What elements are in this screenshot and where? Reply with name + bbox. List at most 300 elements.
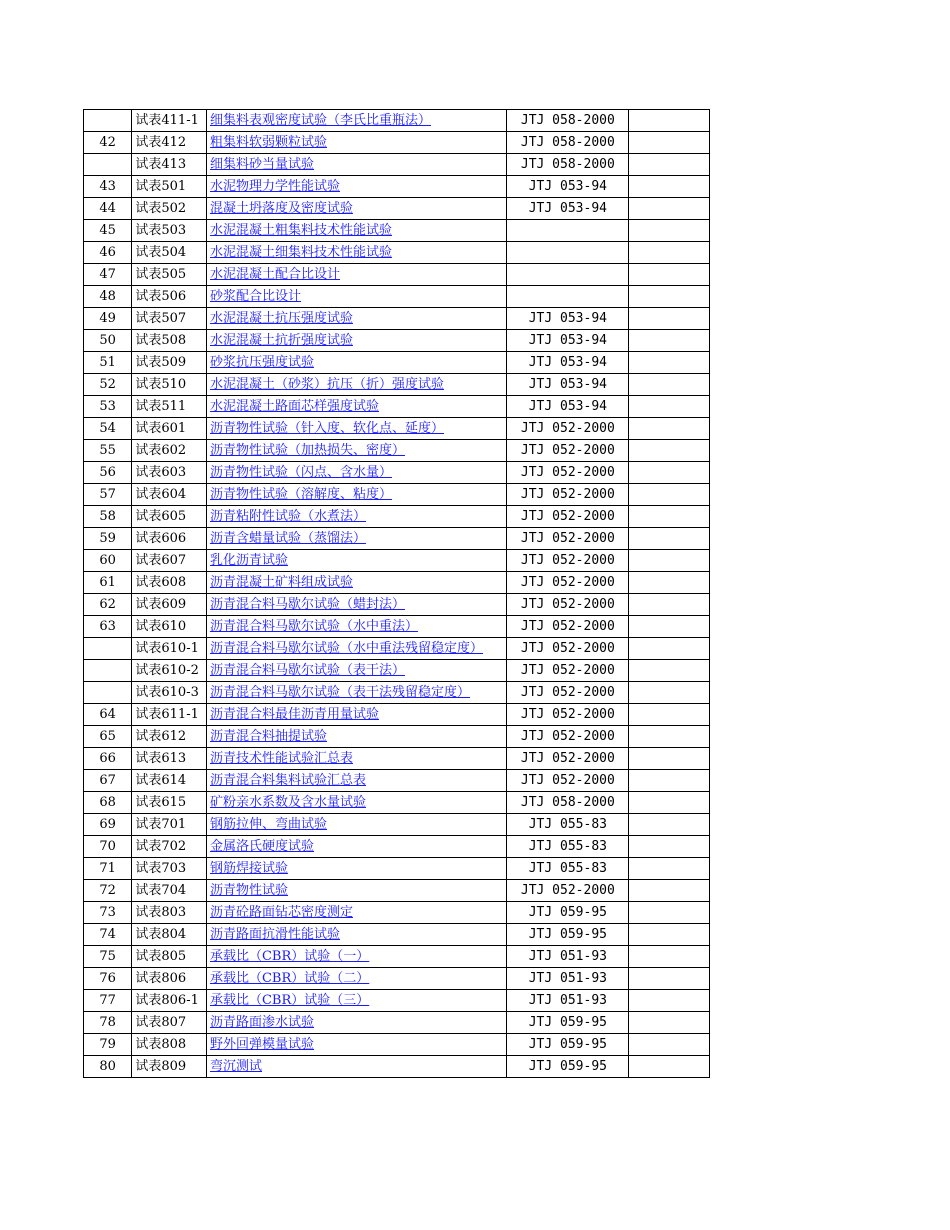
row-number-cell: 75: [84, 946, 132, 968]
test-name-cell: [206, 418, 506, 440]
test-name-link[interactable]: 粗集料软弱颗粒试验: [209, 135, 327, 150]
remarks-cell: [629, 418, 710, 440]
table-row: [84, 1012, 710, 1034]
table-row: [84, 1056, 710, 1078]
remarks-cell: [629, 726, 710, 748]
test-name-link[interactable]: 沥青物性试验（针入度、软化点、延度）: [209, 421, 444, 436]
test-name-cell: [206, 770, 506, 792]
row-number-cell: 43: [84, 176, 132, 198]
test-name-cell: [206, 110, 506, 132]
test-name-cell: [206, 242, 506, 264]
table-row: [84, 242, 710, 264]
test-name-link[interactable]: 水泥混凝土（砂浆）抗压（折）强度试验: [209, 377, 444, 392]
test-name-cell: [206, 352, 506, 374]
row-number-cell: 74: [84, 924, 132, 946]
standard-code-cell: [507, 264, 629, 286]
form-code-cell: 试表612: [132, 726, 207, 748]
row-number-cell: 46: [84, 242, 132, 264]
test-name-link[interactable]: 钢筋焊接试验: [209, 861, 288, 876]
test-name-cell: [206, 1034, 506, 1056]
standard-code-cell: JTJ 055-83: [507, 858, 629, 880]
remarks-cell: [629, 154, 710, 176]
remarks-cell: [629, 616, 710, 638]
standard-code-cell: JTJ 059-95: [507, 924, 629, 946]
row-number-cell: 78: [84, 1012, 132, 1034]
remarks-cell: [629, 286, 710, 308]
remarks-cell: [629, 396, 710, 418]
test-name-link[interactable]: 沥青混合料马歇尔试验（蜡封法）: [209, 597, 405, 612]
test-name-link[interactable]: 水泥混凝土粗集料技术性能试验: [209, 223, 392, 238]
row-number-cell: 80: [84, 1056, 132, 1078]
standard-code-cell: JTJ 053-94: [507, 396, 629, 418]
row-number-cell: [84, 638, 132, 660]
table-row: [84, 660, 710, 682]
table-row: [84, 286, 710, 308]
test-name-link[interactable]: 沥青含蜡量试验（蒸馏法）: [209, 531, 366, 546]
form-code-cell: 试表613: [132, 748, 207, 770]
remarks-cell: [629, 638, 710, 660]
row-number-cell: 59: [84, 528, 132, 550]
test-name-link[interactable]: 金属洛氏硬度试验: [209, 839, 314, 854]
standard-code-cell: JTJ 052-2000: [507, 550, 629, 572]
remarks-cell: [629, 242, 710, 264]
test-name-cell: [206, 176, 506, 198]
row-number-cell: 76: [84, 968, 132, 990]
test-name-link[interactable]: 承载比（CBR）试验（三）: [209, 993, 370, 1008]
remarks-cell: [629, 704, 710, 726]
table-row: [84, 330, 710, 352]
test-name-link[interactable]: 沥青混合料集料试验汇总表: [209, 773, 366, 788]
table-row: [84, 770, 710, 792]
test-name-link[interactable]: 沥青路面渗水试验: [209, 1015, 314, 1030]
remarks-cell: [629, 1012, 710, 1034]
test-form-index-table: [83, 109, 710, 1078]
standard-code-cell: JTJ 052-2000: [507, 616, 629, 638]
table-row: [84, 638, 710, 660]
test-name-link[interactable]: 沥青混凝土矿料组成试验: [209, 575, 353, 590]
standard-code-cell: JTJ 052-2000: [507, 572, 629, 594]
table-row: [84, 726, 710, 748]
test-name-link[interactable]: 细集料表观密度试验（李氏比重瓶法）: [209, 113, 431, 128]
row-number-cell: 58: [84, 506, 132, 528]
form-code-cell: 试表604: [132, 484, 207, 506]
standard-code-cell: JTJ 051-93: [507, 968, 629, 990]
row-number-cell: 54: [84, 418, 132, 440]
form-code-cell: 试表608: [132, 572, 207, 594]
test-name-cell: [206, 440, 506, 462]
standard-code-cell: JTJ 052-2000: [507, 440, 629, 462]
test-name-link[interactable]: 沥青混合料马歇尔试验（水中重法残留稳定度）: [209, 641, 483, 656]
standard-code-cell: JTJ 052-2000: [507, 726, 629, 748]
row-number-cell: 73: [84, 902, 132, 924]
test-name-cell: [206, 748, 506, 770]
test-name-cell: [206, 396, 506, 418]
standard-code-cell: JTJ 052-2000: [507, 770, 629, 792]
test-name-cell: [206, 704, 506, 726]
standard-code-cell: JTJ 051-93: [507, 990, 629, 1012]
test-name-link[interactable]: 砂浆抗压强度试验: [209, 355, 314, 370]
test-name-link[interactable]: 水泥物理力学性能试验: [209, 179, 340, 194]
form-code-cell: 试表606: [132, 528, 207, 550]
row-number-cell: 69: [84, 814, 132, 836]
remarks-cell: [629, 924, 710, 946]
test-name-cell: [206, 660, 506, 682]
form-code-cell: 试表413: [132, 154, 207, 176]
remarks-cell: [629, 440, 710, 462]
table-row: [84, 594, 710, 616]
standard-code-cell: JTJ 053-94: [507, 198, 629, 220]
table-row: [84, 1034, 710, 1056]
table-row: [84, 968, 710, 990]
remarks-cell: [629, 880, 710, 902]
table-row: [84, 990, 710, 1012]
test-name-cell: [206, 286, 506, 308]
row-number-cell: 51: [84, 352, 132, 374]
test-name-link[interactable]: 沥青混合料马歇尔试验（水中重法）: [209, 619, 418, 634]
form-code-cell: 试表511: [132, 396, 207, 418]
standard-code-cell: JTJ 052-2000: [507, 638, 629, 660]
remarks-cell: [629, 770, 710, 792]
row-number-cell: 64: [84, 704, 132, 726]
test-name-cell: [206, 682, 506, 704]
test-name-cell: [206, 638, 506, 660]
form-code-cell: 试表510: [132, 374, 207, 396]
standard-code-cell: JTJ 052-2000: [507, 880, 629, 902]
table-row: [84, 550, 710, 572]
form-code-cell: 试表803: [132, 902, 207, 924]
table-row: [84, 308, 710, 330]
test-name-link[interactable]: 水泥混凝土细集料技术性能试验: [209, 245, 392, 260]
standard-code-cell: JTJ 058-2000: [507, 132, 629, 154]
row-number-cell: 55: [84, 440, 132, 462]
row-number-cell: 65: [84, 726, 132, 748]
form-code-cell: 试表504: [132, 242, 207, 264]
test-name-link[interactable]: 水泥混凝土抗压强度试验: [209, 311, 353, 326]
test-name-link[interactable]: 弯沉测试: [209, 1059, 262, 1074]
remarks-cell: [629, 330, 710, 352]
standard-code-cell: JTJ 058-2000: [507, 792, 629, 814]
row-number-cell: 53: [84, 396, 132, 418]
test-name-cell: [206, 528, 506, 550]
remarks-cell: [629, 176, 710, 198]
table-row: [84, 528, 710, 550]
remarks-cell: [629, 660, 710, 682]
standard-code-cell: JTJ 059-95: [507, 1034, 629, 1056]
row-number-cell: 68: [84, 792, 132, 814]
test-name-cell: [206, 198, 506, 220]
remarks-cell: [629, 462, 710, 484]
row-number-cell: 63: [84, 616, 132, 638]
test-name-link[interactable]: 水泥混凝土抗折强度试验: [209, 333, 353, 348]
test-name-cell: [206, 506, 506, 528]
remarks-cell: [629, 220, 710, 242]
test-name-cell: [206, 132, 506, 154]
test-name-link[interactable]: 沥青混合料抽提试验: [209, 729, 327, 744]
form-code-cell: 试表501: [132, 176, 207, 198]
form-code-cell: 试表701: [132, 814, 207, 836]
remarks-cell: [629, 682, 710, 704]
test-name-cell: [206, 792, 506, 814]
test-name-cell: [206, 374, 506, 396]
table-row: [84, 176, 710, 198]
remarks-cell: [629, 110, 710, 132]
standard-code-cell: [507, 220, 629, 242]
standard-code-cell: JTJ 058-2000: [507, 154, 629, 176]
standard-code-cell: JTJ 055-83: [507, 836, 629, 858]
standard-code-cell: JTJ 052-2000: [507, 484, 629, 506]
test-name-link[interactable]: 承载比（CBR）试验（一）: [209, 949, 370, 964]
test-name-cell: [206, 616, 506, 638]
remarks-cell: [629, 594, 710, 616]
standard-code-cell: JTJ 053-94: [507, 352, 629, 374]
row-number-cell: 70: [84, 836, 132, 858]
row-number-cell: 47: [84, 264, 132, 286]
form-code-cell: 试表702: [132, 836, 207, 858]
row-number-cell: 50: [84, 330, 132, 352]
row-number-cell: 62: [84, 594, 132, 616]
row-number-cell: 42: [84, 132, 132, 154]
form-code-cell: 试表610-1: [132, 638, 207, 660]
form-code-cell: 试表503: [132, 220, 207, 242]
test-name-cell: [206, 484, 506, 506]
table-row: [84, 220, 710, 242]
test-name-cell: [206, 550, 506, 572]
form-code-cell: 试表607: [132, 550, 207, 572]
remarks-cell: [629, 968, 710, 990]
remarks-cell: [629, 198, 710, 220]
table-row: [84, 198, 710, 220]
standard-code-cell: JTJ 052-2000: [507, 462, 629, 484]
table-row: [84, 374, 710, 396]
test-name-cell: [206, 726, 506, 748]
test-name-cell: [206, 814, 506, 836]
standard-code-cell: JTJ 055-83: [507, 814, 629, 836]
row-number-cell: 48: [84, 286, 132, 308]
table-row: [84, 132, 710, 154]
remarks-cell: [629, 990, 710, 1012]
test-name-link[interactable]: 水泥混凝土路面芯样强度试验: [209, 399, 379, 414]
form-code-cell: 试表614: [132, 770, 207, 792]
form-code-cell: 试表703: [132, 858, 207, 880]
row-number-cell: [84, 110, 132, 132]
remarks-cell: [629, 836, 710, 858]
remarks-cell: [629, 572, 710, 594]
remarks-cell: [629, 352, 710, 374]
standard-code-cell: JTJ 053-94: [507, 176, 629, 198]
test-name-link[interactable]: 乳化沥青试验: [209, 553, 288, 568]
standard-code-cell: JTJ 058-2000: [507, 110, 629, 132]
table-row: [84, 858, 710, 880]
test-name-link[interactable]: 沥青粘附性试验（水煮法）: [209, 509, 366, 524]
remarks-cell: [629, 858, 710, 880]
remarks-cell: [629, 550, 710, 572]
row-number-cell: 77: [84, 990, 132, 1012]
standard-code-cell: JTJ 059-95: [507, 902, 629, 924]
row-number-cell: [84, 660, 132, 682]
test-name-link[interactable]: 沥青混合料马歇尔试验（表干法残留稳定度）: [209, 685, 470, 700]
form-code-cell: 试表610-3: [132, 682, 207, 704]
row-number-cell: [84, 682, 132, 704]
test-name-cell: [206, 220, 506, 242]
table-row: [84, 704, 710, 726]
table-row: [84, 352, 710, 374]
test-name-cell: [206, 1056, 506, 1078]
table-body: [84, 110, 710, 1078]
standard-code-cell: JTJ 053-94: [507, 374, 629, 396]
test-name-cell: [206, 462, 506, 484]
test-name-cell: [206, 946, 506, 968]
form-code-cell: 试表601: [132, 418, 207, 440]
remarks-cell: [629, 902, 710, 924]
table-row: [84, 396, 710, 418]
table-row: [84, 682, 710, 704]
standard-code-cell: [507, 286, 629, 308]
test-name-cell: [206, 154, 506, 176]
form-code-cell: 试表602: [132, 440, 207, 462]
remarks-cell: [629, 792, 710, 814]
standard-code-cell: JTJ 052-2000: [507, 682, 629, 704]
table-row: [84, 154, 710, 176]
form-code-cell: 试表806: [132, 968, 207, 990]
row-number-cell: 49: [84, 308, 132, 330]
form-code-cell: 试表506: [132, 286, 207, 308]
form-code-cell: 试表502: [132, 198, 207, 220]
remarks-cell: [629, 1056, 710, 1078]
standard-code-cell: JTJ 053-94: [507, 330, 629, 352]
row-number-cell: 52: [84, 374, 132, 396]
row-number-cell: 56: [84, 462, 132, 484]
form-code-cell: 试表610: [132, 616, 207, 638]
form-code-cell: 试表603: [132, 462, 207, 484]
test-name-link[interactable]: 水泥混凝土配合比设计: [209, 267, 340, 282]
row-number-cell: 79: [84, 1034, 132, 1056]
form-code-cell: 试表611-1: [132, 704, 207, 726]
row-number-cell: 60: [84, 550, 132, 572]
test-name-link[interactable]: 沥青物性试验（加热损失、密度）: [209, 443, 405, 458]
table-row: [84, 836, 710, 858]
table-row: [84, 902, 710, 924]
remarks-cell: [629, 748, 710, 770]
test-name-link[interactable]: 承载比（CBR）试验（二）: [209, 971, 370, 986]
test-name-cell: [206, 858, 506, 880]
test-name-cell: [206, 594, 506, 616]
standard-code-cell: JTJ 052-2000: [507, 704, 629, 726]
row-number-cell: 57: [84, 484, 132, 506]
form-code-cell: 试表615: [132, 792, 207, 814]
form-code-cell: 试表804: [132, 924, 207, 946]
test-name-cell: [206, 264, 506, 286]
test-name-link[interactable]: 混凝土坍落度及密度试验: [209, 201, 353, 216]
test-name-cell: [206, 968, 506, 990]
row-number-cell: 44: [84, 198, 132, 220]
table-row: [84, 748, 710, 770]
row-number-cell: 67: [84, 770, 132, 792]
row-number-cell: [84, 154, 132, 176]
test-name-link[interactable]: 钢筋拉伸、弯曲试验: [209, 817, 327, 832]
standard-code-cell: JTJ 052-2000: [507, 660, 629, 682]
remarks-cell: [629, 374, 710, 396]
remarks-cell: [629, 1034, 710, 1056]
standard-code-cell: JTJ 059-95: [507, 1056, 629, 1078]
test-name-link[interactable]: 沥青混合料马歇尔试验（表干法）: [209, 663, 405, 678]
form-code-cell: 试表806-1: [132, 990, 207, 1012]
test-name-link[interactable]: 野外回弹模量试验: [209, 1037, 314, 1052]
table-row: [84, 440, 710, 462]
test-name-link[interactable]: 沥青技术性能试验汇总表: [209, 751, 353, 766]
form-code-cell: 试表610-2: [132, 660, 207, 682]
row-number-cell: 71: [84, 858, 132, 880]
test-name-cell: [206, 330, 506, 352]
form-code-cell: 试表609: [132, 594, 207, 616]
standard-code-cell: JTJ 052-2000: [507, 594, 629, 616]
remarks-cell: [629, 528, 710, 550]
table-row: [84, 462, 710, 484]
form-code-cell: 试表808: [132, 1034, 207, 1056]
remarks-cell: [629, 308, 710, 330]
table-row: [84, 572, 710, 594]
test-name-link[interactable]: 沥青物性试验（溶解度、粘度）: [209, 487, 392, 502]
table-row: [84, 506, 710, 528]
standard-code-cell: [507, 242, 629, 264]
form-code-cell: 试表411-1: [132, 110, 207, 132]
table-row: [84, 264, 710, 286]
form-code-cell: 试表508: [132, 330, 207, 352]
table-row: [84, 418, 710, 440]
test-name-link[interactable]: 沥青砼路面钻芯密度测定: [209, 905, 353, 920]
table-row: [84, 616, 710, 638]
row-number-cell: 66: [84, 748, 132, 770]
form-code-cell: 试表809: [132, 1056, 207, 1078]
row-number-cell: 45: [84, 220, 132, 242]
test-name-cell: [206, 836, 506, 858]
remarks-cell: [629, 814, 710, 836]
form-code-cell: 试表807: [132, 1012, 207, 1034]
form-code-cell: 试表509: [132, 352, 207, 374]
test-name-cell: [206, 902, 506, 924]
test-name-link[interactable]: 沥青物性试验: [209, 883, 288, 898]
standard-code-cell: JTJ 052-2000: [507, 748, 629, 770]
form-code-cell: 试表704: [132, 880, 207, 902]
standard-code-cell: JTJ 052-2000: [507, 506, 629, 528]
test-name-cell: [206, 1012, 506, 1034]
table-row: [84, 880, 710, 902]
form-code-cell: 试表412: [132, 132, 207, 154]
test-name-cell: [206, 990, 506, 1012]
standard-code-cell: JTJ 053-94: [507, 308, 629, 330]
table-row: [84, 792, 710, 814]
test-name-cell: [206, 924, 506, 946]
test-name-link[interactable]: 沥青物性试验（闪点、含水量）: [209, 465, 392, 480]
test-name-link[interactable]: 细集料砂当量试验: [209, 157, 314, 172]
table-row: [84, 484, 710, 506]
remarks-cell: [629, 506, 710, 528]
standard-code-cell: JTJ 052-2000: [507, 418, 629, 440]
table-row: [84, 110, 710, 132]
test-name-link[interactable]: 沥青混合料最佳沥青用量试验: [209, 707, 379, 722]
table-row: [84, 946, 710, 968]
form-code-cell: 试表505: [132, 264, 207, 286]
test-name-link[interactable]: 沥青路面抗滑性能试验: [209, 927, 340, 942]
test-name-cell: [206, 308, 506, 330]
form-code-cell: 试表507: [132, 308, 207, 330]
test-name-link[interactable]: 砂浆配合比设计: [209, 289, 301, 304]
standard-code-cell: JTJ 059-95: [507, 1012, 629, 1034]
standard-code-cell: JTJ 051-93: [507, 946, 629, 968]
remarks-cell: [629, 946, 710, 968]
test-name-link[interactable]: 矿粉亲水系数及含水量试验: [209, 795, 366, 810]
form-code-cell: 试表805: [132, 946, 207, 968]
remarks-cell: [629, 484, 710, 506]
